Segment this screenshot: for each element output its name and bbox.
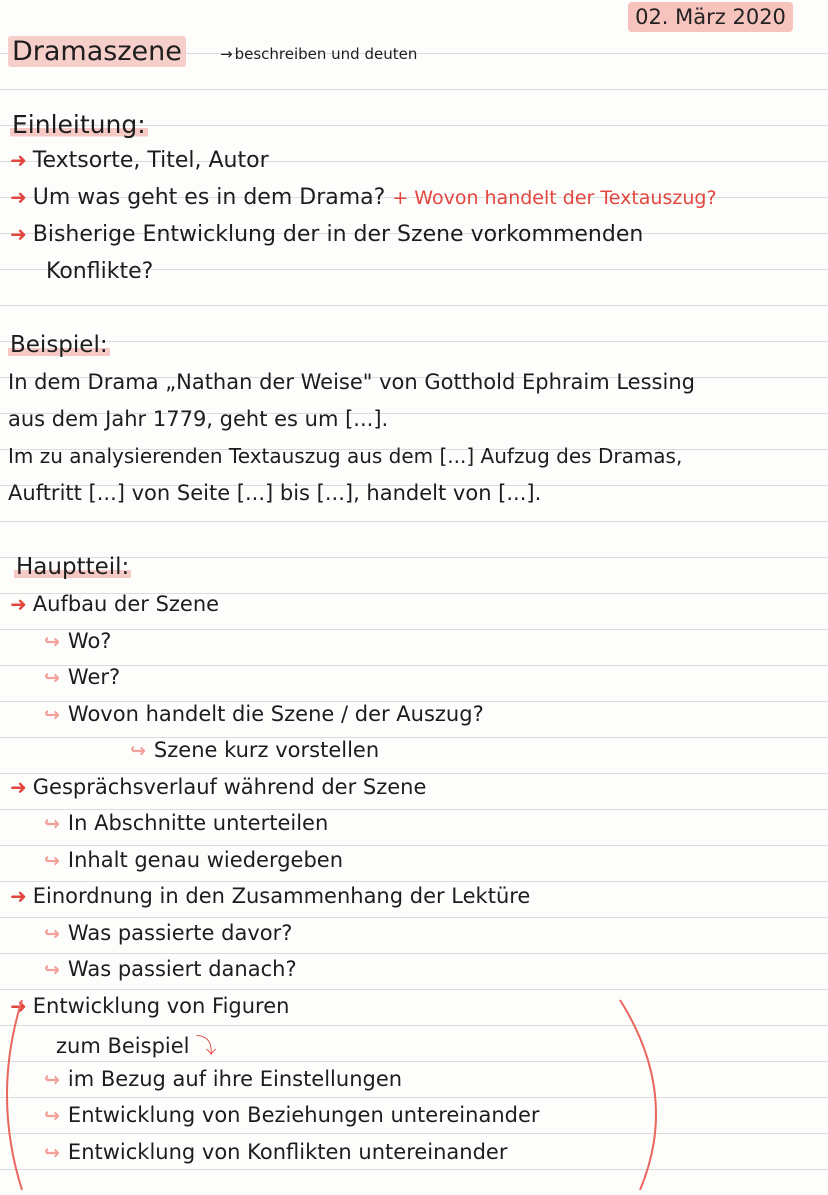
- arrow-right-icon: ➜: [10, 775, 27, 799]
- list-item: [10, 775, 426, 799]
- hook-arrow-icon: ↪: [44, 1105, 60, 1127]
- list-item: [44, 1067, 402, 1091]
- example-line: In dem Drama „Nathan der Weise" von Gotthold Ephraim Lessing: [8, 370, 695, 394]
- date-label: 02. März 2020: [628, 2, 793, 32]
- section-heading-einleitung: [10, 110, 148, 139]
- list-item-text: Wo?: [67, 629, 112, 653]
- section-heading-beispiel: [8, 332, 110, 358]
- list-item-text: Inhalt genau wiedergeben: [67, 848, 344, 872]
- list-item-text: Aufbau der Szene: [32, 592, 220, 616]
- list-item: [44, 1140, 508, 1164]
- hook-arrow-icon: ↪: [44, 704, 60, 726]
- list-item-text: Entwicklung von Konflikten untereinander: [67, 1140, 508, 1164]
- list-item-text: im Bezug auf ihre Einstellungen: [67, 1067, 403, 1091]
- hook-arrow-icon: ↪: [44, 923, 60, 945]
- list-item-text: Was passierte davor?: [67, 921, 293, 945]
- example-line: Im zu analysierenden Textauszug aus dem [...] Aufzug des Dramas,: [8, 444, 683, 468]
- list-item-text: In Abschnitte unterteilen: [67, 811, 329, 835]
- list-item: [10, 592, 219, 616]
- list-item: [44, 665, 120, 689]
- subtitle: [220, 45, 417, 63]
- arrow-right-icon: ➜: [10, 884, 27, 908]
- list-item: [10, 994, 289, 1018]
- list-item: [130, 738, 379, 762]
- list-item-text: Entwicklung von Figuren: [32, 994, 290, 1018]
- list-item: [44, 1103, 540, 1127]
- bracket-circle: [0, 995, 664, 1195]
- list-item-text: Um was geht es in dem Drama?: [32, 185, 386, 210]
- list-item: [44, 848, 343, 872]
- hook-arrow-icon: ↪: [44, 1142, 60, 1164]
- subtitle-text: beschreiben und deuten: [234, 45, 418, 63]
- arrow-right-icon: ➜: [10, 994, 27, 1018]
- example-line: aus dem Jahr 1779, geht es um [...].: [8, 407, 389, 431]
- arrow-right-icon: →: [220, 45, 233, 63]
- list-item: [10, 185, 717, 210]
- hook-arrow-icon: ↪: [44, 959, 60, 981]
- list-item-continuation: [46, 259, 153, 284]
- hook-arrow-icon: ↪: [44, 1069, 60, 1091]
- arrow-right-icon: ➜: [10, 592, 27, 616]
- list-item-text: Entwicklung von Beziehungen untereinander: [67, 1103, 540, 1127]
- list-item: [44, 629, 111, 653]
- list-item: [44, 957, 297, 981]
- list-item-text: Gesprächsverlauf während der Szene: [32, 775, 427, 799]
- list-item: [10, 884, 530, 908]
- list-item-text: Wer?: [67, 665, 121, 689]
- example-line: Auftritt [...] von Seite [...] bis [...], handelt von [...].: [8, 481, 542, 505]
- list-item-text: Was passiert danach?: [67, 957, 297, 981]
- arrow-right-icon: ➜: [10, 148, 27, 172]
- list-item-text: Einordnung in den Zusammenhang der Lektüre: [32, 884, 531, 908]
- list-item-text: Textsorte, Titel, Autor: [32, 148, 269, 173]
- arrow-right-icon: ➜: [10, 222, 27, 246]
- page-title: [8, 36, 186, 67]
- hook-arrow-icon: ↪: [44, 850, 60, 872]
- list-item: [10, 148, 269, 173]
- hook-arrow-icon: ↪: [130, 740, 146, 762]
- heading-text: Hauptteil:: [16, 554, 130, 580]
- hook-arrow-icon: ↪: [44, 667, 60, 689]
- list-item: [44, 811, 328, 835]
- list-item: [44, 921, 292, 945]
- hook-arrow-icon: ↪: [44, 813, 60, 835]
- title-text: Dramaszene: [8, 36, 186, 67]
- heading-text: Beispiel:: [10, 332, 108, 358]
- heading-text: Einleitung:: [12, 110, 146, 139]
- hook-arrow-icon: ↪: [44, 631, 60, 653]
- list-item: [44, 702, 484, 726]
- list-item-text: Szene kurz vorstellen: [153, 738, 380, 762]
- curly-arrow-icon: ⤵: [195, 1034, 217, 1058]
- plus-note: + Wovon handelt der Textauszug?: [392, 187, 717, 209]
- list-item-text: Konflikte?: [46, 259, 154, 284]
- arrow-right-icon: ➜: [10, 185, 27, 209]
- list-item-text: zum Beispiel: [56, 1034, 190, 1058]
- list-item-text: Wovon handelt die Szene / der Auszug?: [67, 702, 484, 726]
- list-item-text: Bisherige Entwicklung der in der Szene vorkommenden: [32, 222, 644, 247]
- list-item: [56, 1030, 217, 1060]
- section-heading-hauptteil: [14, 554, 131, 580]
- list-item: [10, 222, 643, 247]
